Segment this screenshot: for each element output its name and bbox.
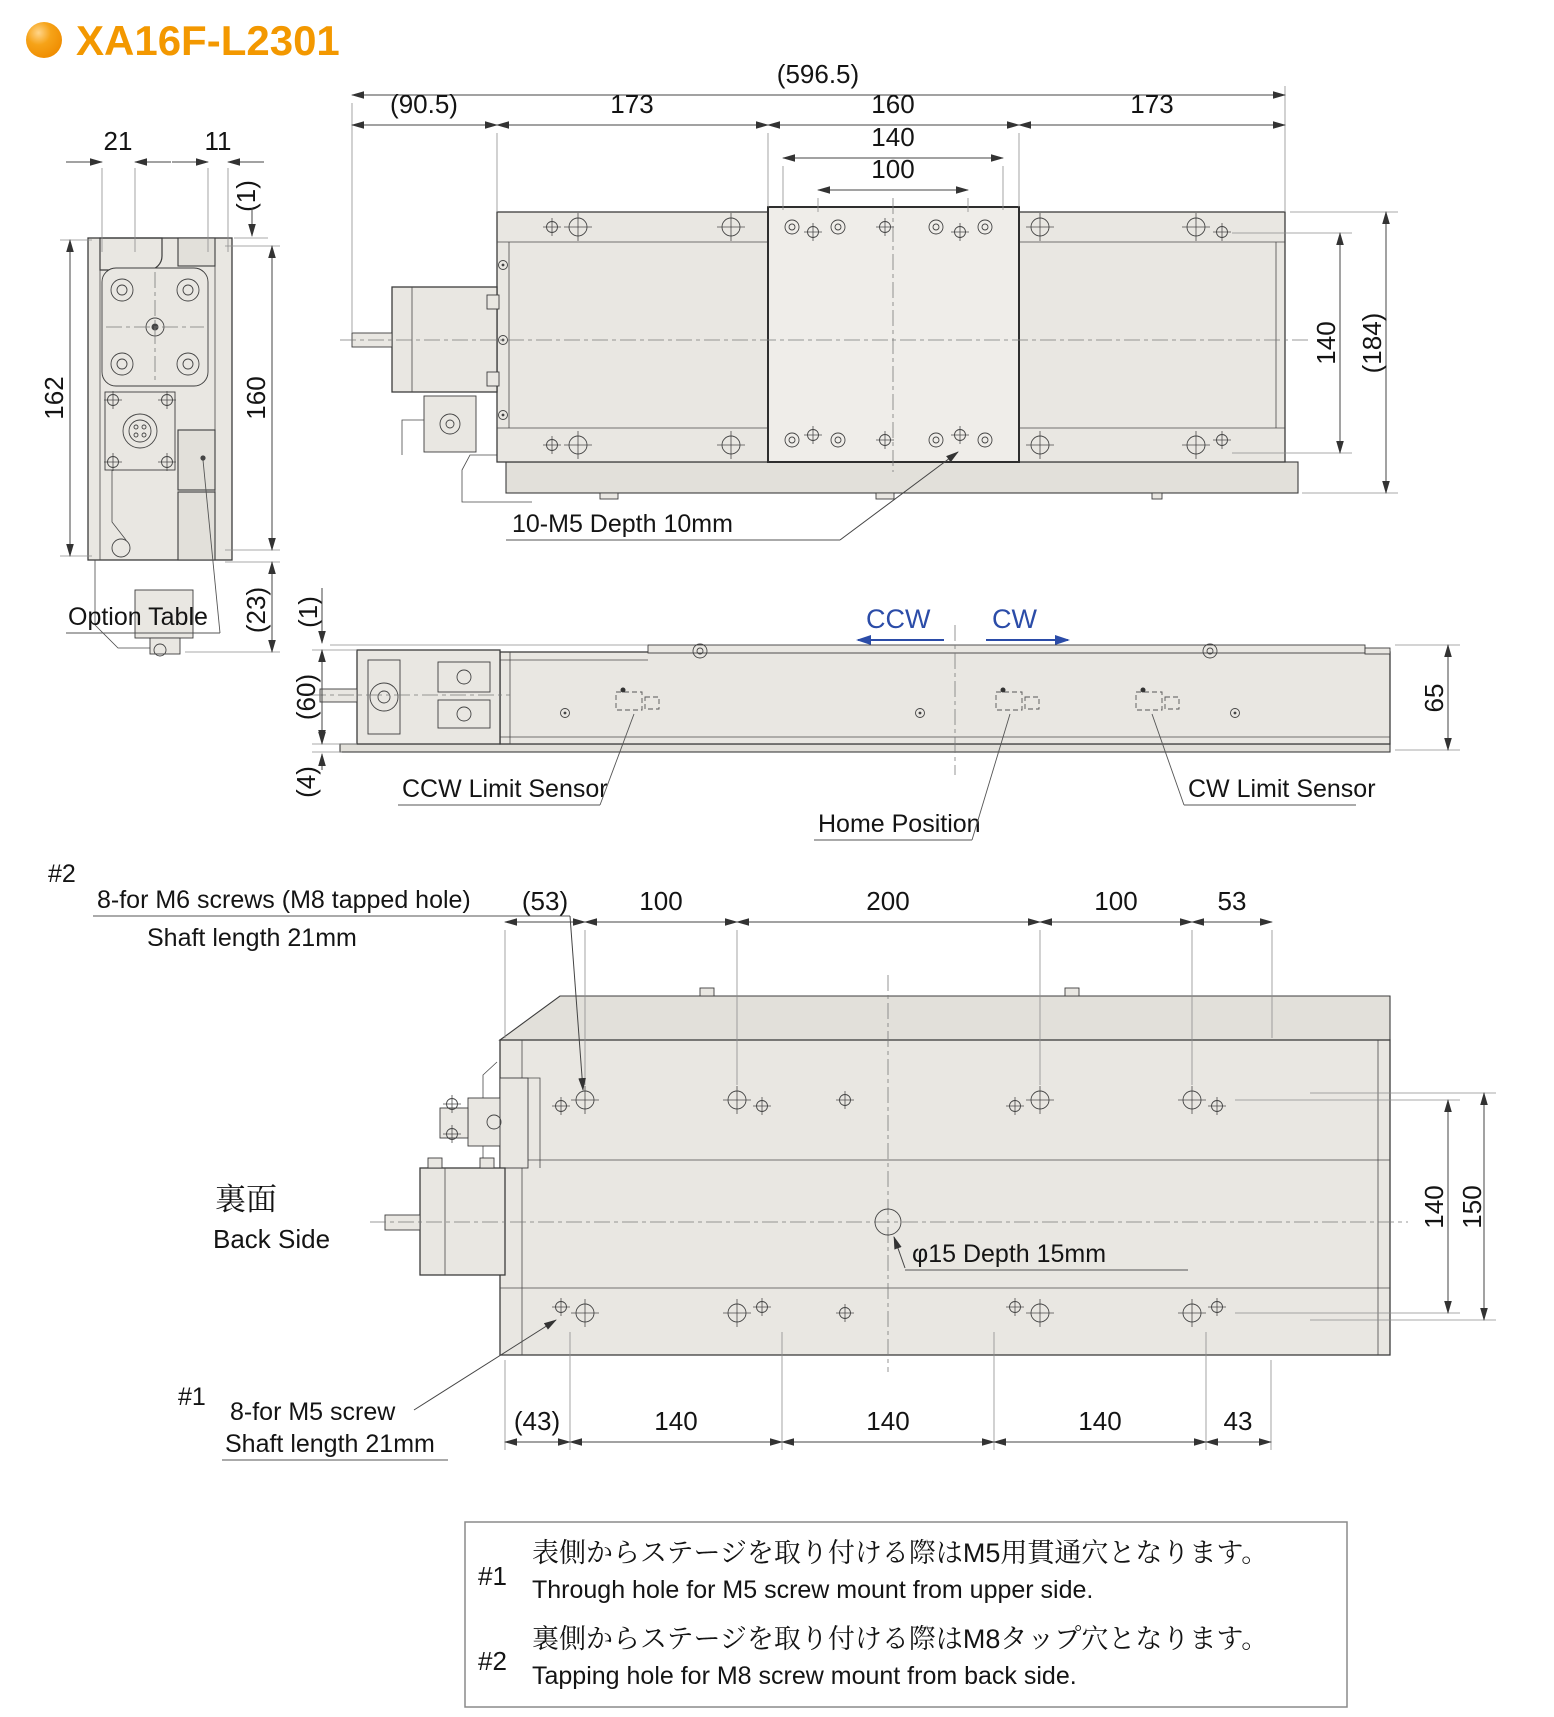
note2-en: Tapping hole for M8 screw mount from back side. <box>532 1662 1077 1690</box>
back-side-label-en: Back Side <box>213 1224 331 1254</box>
header <box>26 17 340 64</box>
note1-jp: 表側からステージを取り付ける際はM5用貫通穴となります。 <box>532 1538 1269 1568</box>
dim-596-5: (596.5) <box>776 59 860 89</box>
top-view <box>340 59 1398 540</box>
dim-21: 21 <box>103 126 133 156</box>
side-view-body <box>500 652 1390 744</box>
note1-en: Through hole for M5 screw mount from upper side. <box>532 1576 1094 1604</box>
dim-90-5: (90.5) <box>390 89 458 119</box>
note2-jp: 裏側からステージを取り付ける際はM8タップ穴となります。 <box>532 1624 1269 1654</box>
notes-box <box>465 1522 1347 1707</box>
side-view-shaft <box>320 689 357 702</box>
note1-ref: #1 <box>478 1561 507 1591</box>
dim-side-60: (60) <box>291 673 321 721</box>
m5-screws-label: 8-for M5 screw <box>230 1398 396 1426</box>
dim-side-1: (1) <box>293 596 323 628</box>
dim-back-53r: 53 <box>1217 886 1247 916</box>
dim-162: 162 <box>39 376 69 420</box>
top-view-connector <box>424 396 476 452</box>
page-title: XA16F-L2301 <box>76 17 340 64</box>
dim-140-right: 140 <box>1311 321 1341 365</box>
cw-label: CW <box>992 604 1037 634</box>
back-view-motor <box>420 1168 505 1275</box>
direction-arrows <box>858 604 1068 640</box>
back-side-label-jp: 裏面 <box>215 1182 277 1217</box>
dim-140-top: 140 <box>871 122 915 152</box>
dim-back-140-right: 140 <box>1419 1185 1449 1229</box>
top-view-motor <box>392 287 497 392</box>
dim-184-right: (184) <box>1357 312 1387 374</box>
dim-173-left: 173 <box>610 89 654 119</box>
ref1-marker: #1 <box>178 1383 206 1411</box>
dim-173-right: 173 <box>1130 89 1174 119</box>
m6-screws-label: 8-for M6 screws (M8 tapped hole) <box>97 886 471 914</box>
top-view-base-plate <box>506 462 1298 493</box>
home-position-label: Home Position <box>818 810 981 838</box>
dim-160: 160 <box>241 376 271 420</box>
dim-side-4: (4) <box>291 766 321 798</box>
dim-back-43r: 43 <box>1223 1406 1253 1436</box>
top-view-table <box>768 207 1019 462</box>
dim-160-top: 160 <box>871 89 915 119</box>
dim-100-top: 100 <box>871 154 915 184</box>
center-hole-label: φ15 Depth 15mm <box>912 1240 1107 1268</box>
back-view-shaft <box>385 1215 420 1230</box>
side-view-top-plate <box>648 645 1365 653</box>
cw-limit-sensor-label: CW Limit Sensor <box>1188 775 1376 803</box>
end-view <box>39 126 280 656</box>
back-view-body <box>500 1040 1390 1355</box>
back-view-top-plate <box>500 996 1390 1040</box>
dim-back-150-right: 150 <box>1457 1185 1487 1229</box>
side-view-base <box>340 744 1390 752</box>
dim-back-43l: (43) <box>513 1406 561 1436</box>
dim-back-100l: 100 <box>639 886 683 916</box>
dim-back-53l: (53) <box>521 886 569 916</box>
dim-side-65: 65 <box>1419 683 1449 713</box>
m6-shaft-length-label: Shaft length 21mm <box>147 924 357 952</box>
dim-1: (1) <box>231 180 261 212</box>
dim-back-140c: 140 <box>1078 1406 1122 1436</box>
dim-back-100r: 100 <box>1094 886 1138 916</box>
dim-23: (23) <box>241 586 271 634</box>
end-view-block <box>178 238 215 266</box>
dim-back-200: 200 <box>866 886 910 916</box>
ccw-limit-sensor-label: CCW Limit Sensor <box>402 775 608 803</box>
note2-ref: #2 <box>478 1646 507 1676</box>
end-view-connector <box>105 392 175 470</box>
ref2-marker: #2 <box>48 860 76 888</box>
m5-shaft-length-label: Shaft length 21mm <box>225 1430 435 1458</box>
ccw-label: CCW <box>866 604 931 634</box>
dim-11: 11 <box>204 126 232 156</box>
m5-depth-label: 10-M5 Depth 10mm <box>512 510 733 538</box>
dim-back-140a: 140 <box>654 1406 698 1436</box>
bullet-icon <box>26 22 62 58</box>
back-view <box>48 860 1496 1460</box>
option-table-label: Option Table <box>68 603 208 631</box>
dim-back-140b: 140 <box>866 1406 910 1436</box>
